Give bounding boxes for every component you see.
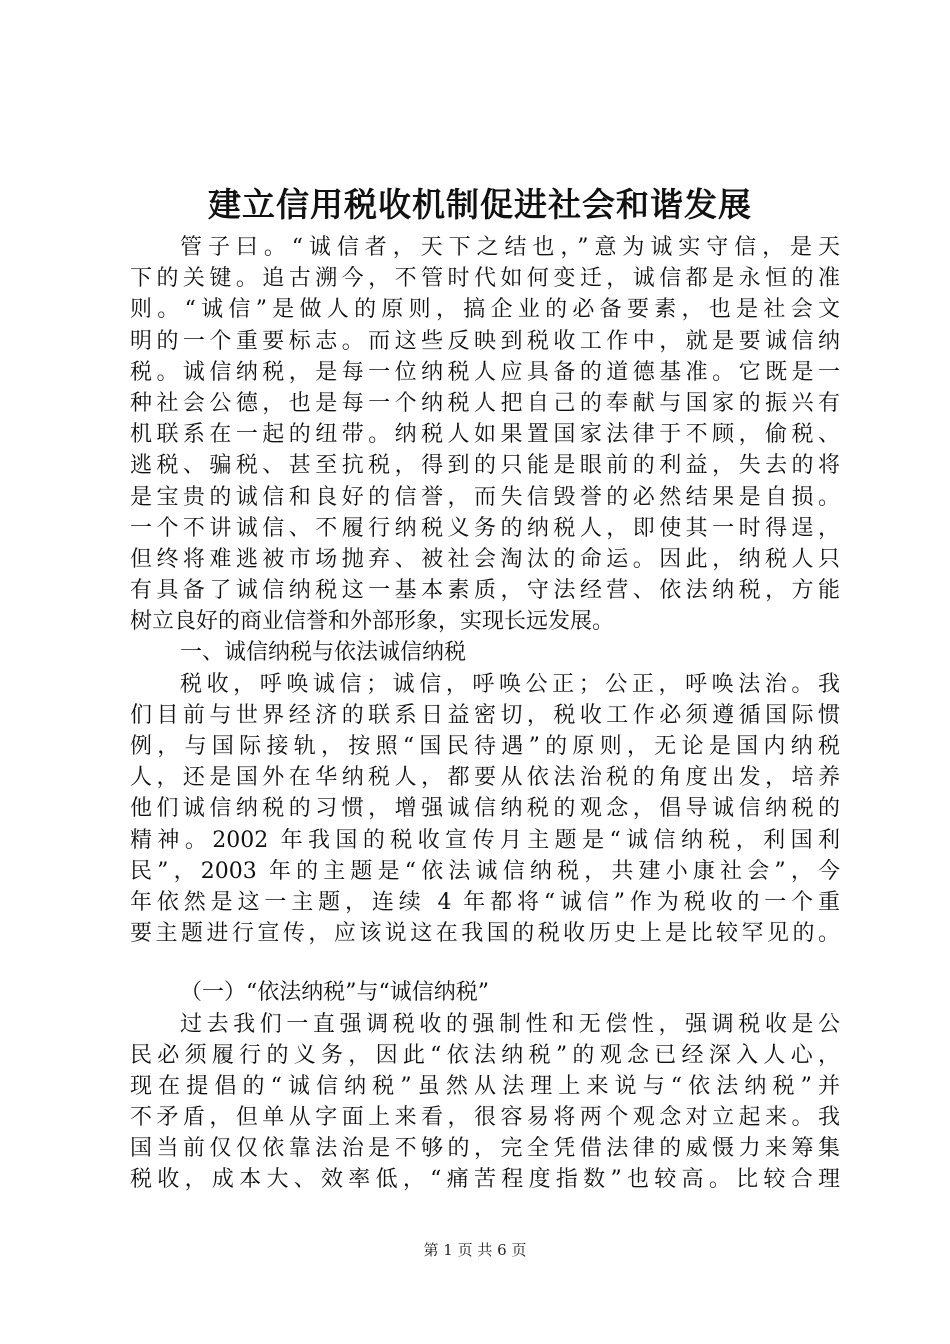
paragraph-gap [130, 949, 840, 977]
text-line: 年依然是这一主题，连续 4 年都将“诚信”作为税收的一个重 [130, 889, 840, 915]
text-line: 种社会公德，也是每一个纳税人把自己的奉献与国家的振兴有 [130, 390, 840, 416]
text-line: 民必须履行的义务，因此“依法纳税”的观念已经深入人心， [130, 1042, 840, 1068]
text-line: 不矛盾，但单从字面上来看，很容易将两个观念对立起来。我 [130, 1105, 840, 1131]
text-line: 民”，2003 年的主题是“依法诚信纳税，共建小康社会”，今 [130, 858, 840, 884]
text-line: 有具备了诚信纳税这一基本素质，守法经营、依法纳税，方能 [130, 578, 840, 604]
text-line: 机联系在一起的纽带。纳税人如果置国家法律于不顾，偷税、 [130, 422, 840, 448]
text-line: 树立良好的商业信誉和外部形象，实现长远发展。 [130, 609, 615, 635]
text-line: 例，与国际接轨，按照“国民待遇”的原则，无论是国内纳税 [130, 734, 840, 759]
text-line: 人，还是国外在华纳税人，都要从依法治税的角度出发，培养 [130, 765, 840, 791]
text-line: 税。诚信纳税，是每一位纳税人应具备的道德基准。它既是一 [130, 359, 840, 385]
text-line: 税收，呼唤诚信；诚信，呼唤公正；公正，呼唤法治。我 [180, 671, 840, 697]
text-line: 则。“诚信”是做人的原则，搞企业的必备要素，也是社会文 [130, 297, 840, 323]
text-line: 下的关键。追古溯今，不管时代如何变迁，诚信都是永恒的准 [130, 266, 840, 292]
text-line: 逃税、骗税、甚至抗税，得到的只能是眼前的利益，失去的将 [130, 453, 840, 479]
text-line: 但终将难逃被市场抛弃、被社会淘汰的命运。因此，纳税人只 [130, 546, 840, 572]
text-line: 国当前仅仅依靠法治是不够的，完全凭借法律的威慑力来筹集 [130, 1136, 840, 1162]
text-line: 要主题进行宣传，应该说这在我国的税收历史上是比较罕见的。 [130, 921, 840, 947]
section-subsection-one [130, 977, 840, 1195]
text-line: 明的一个重要标志。而这些反映到税收工作中，就是要诚信纳 [130, 328, 840, 354]
text-line: 他们诚信纳税的习惯，增强诚信纳税的观念，倡导诚信纳税的 [130, 796, 840, 822]
text-line: 是宝贵的诚信和良好的信誉，而失信毁誉的必然结果是自损。 [130, 484, 840, 510]
document-title: 建立信用税收机制促进社会和谐发展 [208, 185, 752, 224]
text-line: 现在提倡的“诚信纳税”虽然从法理上来说与“依法纳税”并 [130, 1073, 840, 1099]
text-line: 一个不讲诚信、不履行纳税义务的纳税人，即使其一时得逞， [130, 515, 840, 541]
page-footer: 第 1 页 共 6 页 [423, 1241, 527, 1259]
text-line: 税收，成本大、效率低，“痛苦程度指数”也较高。比较合理 [130, 1167, 840, 1193]
text-line: 管子曰。“诚信者，天下之结也，”意为诚实守信，是天 [180, 235, 840, 260]
text-line: 精神。2002 年我国的税收宣传月主题是“诚信纳税，利国利 [130, 827, 840, 853]
text-line: 过去我们一直强调税收的强制性和无偿性，强调税收是公 [180, 1011, 840, 1037]
section-intro-and-part-one [130, 232, 840, 949]
section-heading: （一）“依法纳税”与“诚信纳税” [180, 980, 489, 1006]
text-line: 们目前与世界经济的联系日益密切，税收工作必须遵循国际惯 [130, 702, 840, 728]
section-heading: 一、诚信纳税与依法诚信纳税 [180, 640, 467, 666]
document-body [130, 232, 840, 1196]
